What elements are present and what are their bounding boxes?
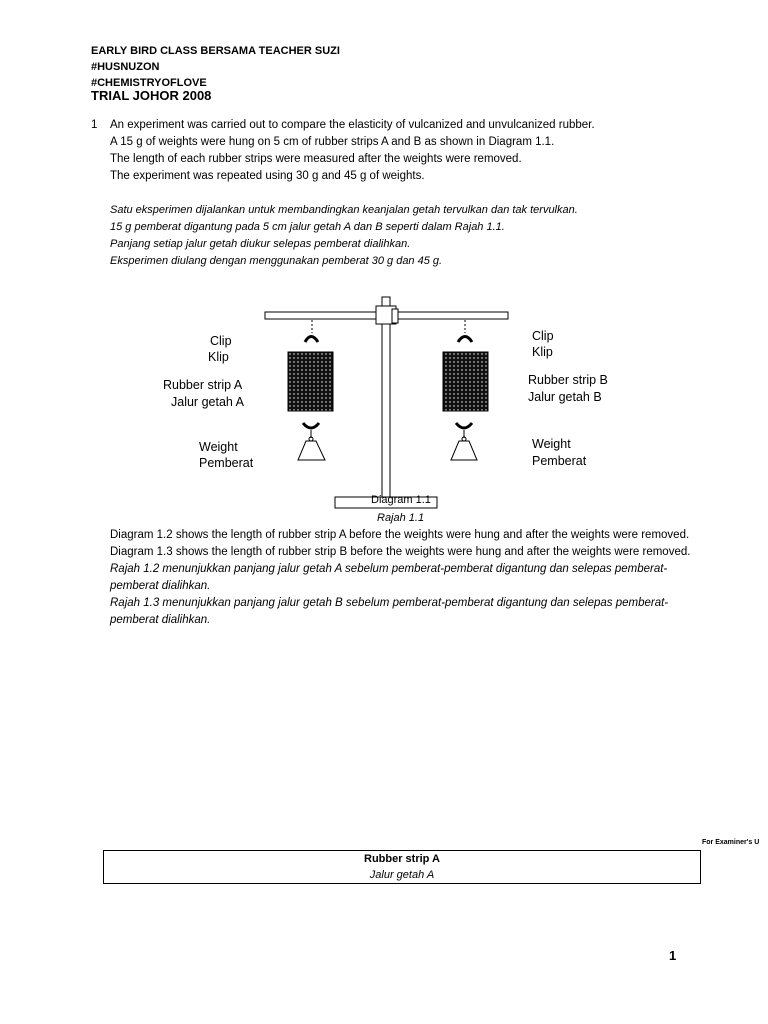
- label-rubber-strip-b: Rubber strip B: [528, 373, 608, 387]
- page-title: TRIAL JOHOR 2008: [91, 88, 212, 103]
- diagram-description: [110, 527, 700, 629]
- diagram-caption: Diagram 1.1: [371, 494, 431, 506]
- question-text-ms: Panjang setiap jalur getah diukur selepas pemberat dialihkan.: [110, 238, 411, 250]
- header-line-hashtag-2: #CHEMISTRYOFLOVE: [91, 77, 207, 89]
- header-line-class: EARLY BIRD CLASS BERSAMA TEACHER SUZI: [91, 45, 340, 57]
- rubber-strip-b: [443, 352, 488, 411]
- table-title: Rubber strip A: [364, 853, 440, 865]
- label-rubber-strip-a: Rubber strip A: [163, 378, 243, 392]
- clip-icon: [303, 423, 319, 428]
- stand-rod: [382, 297, 390, 497]
- diagram-caption-ms: Rajah 1.1: [377, 512, 425, 524]
- label-clip-left: Clip: [210, 334, 232, 348]
- paragraph-ms: Rajah 1.3 menunjukkan panjang jalur getah B sebelum pemberat-pemberat digantung dan selepas pemberat-pemberat dialihkan.: [110, 597, 669, 626]
- label-klip-right: Klip: [532, 345, 553, 359]
- paragraph-ms: Rajah 1.2 menunjukkan panjang jalur getah A sebelum pemberat-pemberat digantung dan selepas pemberat-pemberat dialihkan.: [110, 563, 668, 592]
- label-weight-right: Weight: [532, 437, 571, 451]
- label-weight-left: Weight: [199, 440, 238, 454]
- question-text-en: The experiment was repeated using 30 g and 45 g of weights.: [110, 170, 425, 182]
- question-text-en: A 15 g of weights were hung on 5 cm of rubber strips A and B as shown in Diagram 1.1.: [110, 136, 555, 148]
- label-clip-right: Clip: [532, 329, 554, 343]
- question-text-ms: 15 g pemberat digantung pada 5 cm jalur getah A dan B seperti dalam Rajah 1.1.: [110, 221, 505, 233]
- label-jalur-getah-b: Jalur getah B: [528, 390, 602, 404]
- question-text-ms: Eksperimen diulang dengan menggunakan pemberat 30 g dan 45 g.: [110, 255, 443, 267]
- table-subtitle: Jalur getah A: [369, 869, 435, 881]
- question-text-ms: Satu eksperimen dijalankan untuk membandingkan keanjalan getah tervulkan dan tak tervulkan.: [110, 204, 578, 216]
- label-klip-left: Klip: [208, 350, 229, 364]
- answer-table: [103, 850, 701, 884]
- label-pemberat-right: Pemberat: [532, 454, 587, 468]
- rubber-strip-a: [288, 352, 333, 411]
- question-text-en: An experiment was carried out to compare the elasticity of vulcanized and unvulcanized rubber.: [110, 119, 595, 131]
- page-number: 1: [669, 948, 677, 963]
- paragraph-en: Diagram 1.2 shows the length of rubber strip A before the weights were hung and after the weights were removed.: [110, 529, 690, 541]
- header-line-hashtag-1: #HUSNUZON: [91, 61, 160, 73]
- label-pemberat-left: Pemberat: [199, 456, 254, 470]
- clip-icon: [305, 337, 318, 343]
- question-number: 1: [91, 119, 98, 131]
- weight-icon: [451, 441, 477, 460]
- label-jalur-getah-a: Jalur getah A: [171, 395, 244, 409]
- question-text-en: The length of each rubber strips were measured after the weights were removed.: [110, 153, 522, 165]
- clamp-screw: [392, 309, 398, 323]
- paragraph-en: Diagram 1.3 shows the length of rubber strip B before the weights were hung and after the weights were removed.: [110, 546, 691, 558]
- clip-icon: [456, 423, 472, 428]
- weight-icon: [298, 441, 325, 460]
- clip-icon: [458, 337, 472, 343]
- examiner-use-note: For Examiner's U: [702, 839, 760, 846]
